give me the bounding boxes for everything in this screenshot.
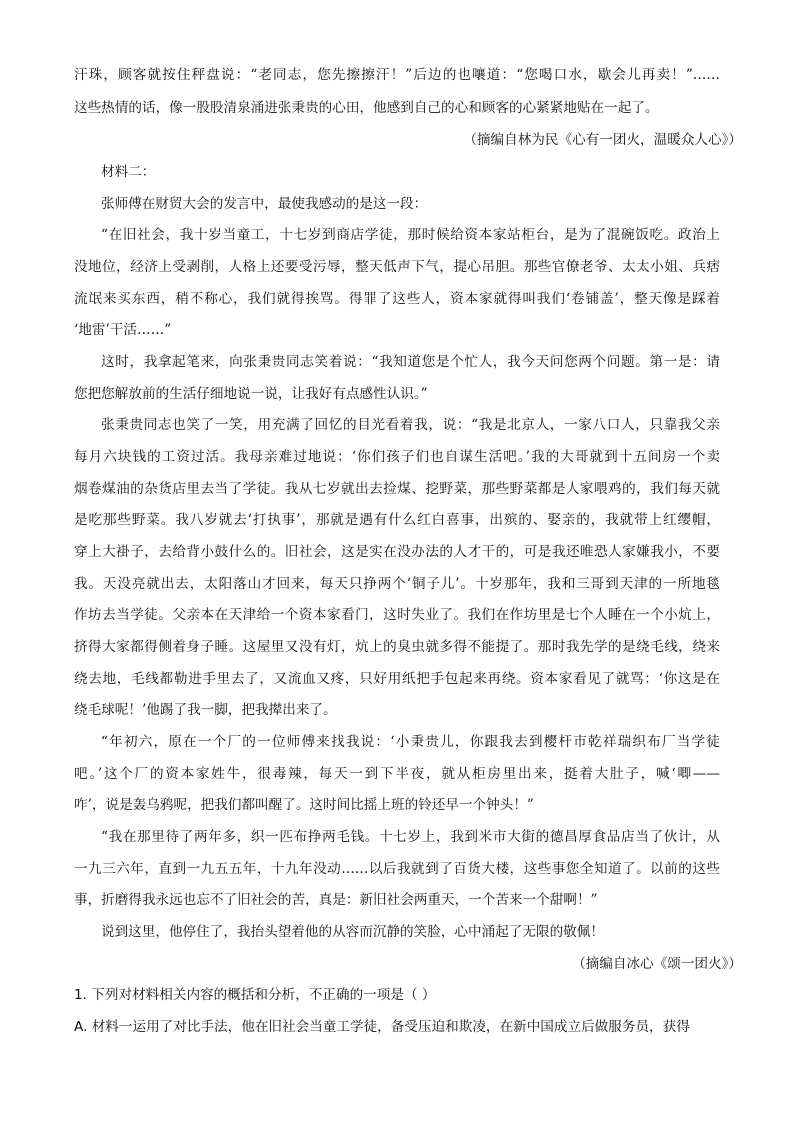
passage-line-12: 烟卷煤油的杂货店里去当了学徒。我从七岁就出去捡煤、挖野菜，那些野菜都是人家喂鸡的，我们每天就 <box>74 481 720 497</box>
question-1-stem: 1. 下列对材料相关内容的概括和分析，不正确的一项是（ ） <box>74 987 436 1003</box>
passage-line-13: 是吃那些野菜。我八岁就去‘打执事’，那就是遇有什么红白喜事，出殡的、娶亲的，我就带上红缨帽， <box>74 512 720 528</box>
passage-line-18: 绕去地，毛线都勒进手里去了，又流血又疼，只好用纸把手包起来再绕。资本家看见了就骂：‘你这是在 <box>74 671 720 687</box>
passage-line-4: “在旧社会，我十岁当童工，十七岁到商店学徒，那时候给资本家站柜台，是为了混碗饭吃。政治上 <box>101 227 720 243</box>
passage-line-16: 作坊去当学徒。父亲本在天津给一个资本家看门，这时失业了。我们在作坊里是七个人睡在一个小炕上， <box>74 607 720 623</box>
passage-line-21: 吧。’这个厂的资本家姓牛，很毒辣，每天一到下半夜，就从柜房里出来，挺着大肚子，喊‘唧—— <box>74 766 720 782</box>
source-citation-2: （摘编自冰心《颂一团火》） <box>572 956 742 972</box>
passage-line-3: 张师傅在财贸大会的发言中，最使我感动的是这一段： <box>101 196 428 212</box>
passage-line-8: 这时，我拿起笔来，向张秉贵同志笑着说：“我知道您是个忙人，我今天问您两个问题。第一是：请 <box>101 354 720 370</box>
passage-line-1: 汗珠，顾客就按住秤盘说：“老同志，您先擦擦汗！”后边的也嚷道：“您喝口水，歇会儿再卖！”…… <box>74 67 720 83</box>
passage-line-15: 我。天没亮就出去，太阳落山才回来，每天只挣两个‘铜子儿’。十岁那年，我和三哥到天津的一所地毯 <box>74 576 720 592</box>
passage-line-24: 一九三六年，直到一九五五年，十九年没动……以后我就到了百货大楼，这些事您全知道了。以前的这些 <box>74 861 720 877</box>
passage-line-10: 张秉贵同志也笑了一笑，用充满了回忆的目光看着我，说：“我是北京人，一家八口人，只靠我父亲 <box>101 417 720 433</box>
passage-line-22: 咋’，说是轰乌鸦呢，把我们都叫醒了。这时间比摇上班的铃还早一个钟头！” <box>74 797 534 813</box>
passage-line-17: 挤得大家都得侧着身子睡。这屋里又没有灯，炕上的臭虫就多得不能提了。那时我先学的是绕毛线，绕来 <box>74 639 720 655</box>
passage-line-19: 绕毛球呢！’他踢了我一脚，把我撵出来了。 <box>74 702 337 718</box>
passage-line-23: “我在那里待了两年多，织一匹布挣两毛钱。十七岁上，我到米市大街的德昌厚食品店当了伙计，从 <box>101 829 720 845</box>
source-citation-1: （摘编自林为民《心有一团火，温暖众人心》） <box>463 132 742 148</box>
material-2-heading: 材料二： <box>101 164 156 180</box>
passage-line-6: 流氓来买东西，稍不称心，我们就得挨骂。得罪了这些人，资本家就得叫我们‘卷铺盖’，整天像是踩着 <box>74 291 720 307</box>
passage-line-5: 没地位，经济上受剥削，人格上还要受污辱，整天低声下气，提心吊胆。那些官僚老爷、太太小姐、兵痞 <box>74 259 720 275</box>
question-1-option-a[interactable]: A. 材料一运用了对比手法，他在旧社会当童工学徒，备受压迫和欺凌，在新中国成立后做服务员，获得 <box>74 1019 690 1035</box>
passage-line-2: 这些热情的话，像一股股清泉涌进张秉贵的心田，他感到自己的心和顾客的心紧紧地贴在一起了。 <box>74 100 659 116</box>
passage-line-20: “年初六，原在一个厂的一位师傅来找我说：‘小秉贵儿，你跟我去到樱杆市乾祥瑞织布厂当学徒 <box>101 734 720 750</box>
passage-line-11: 每月六块钱的工资过活。我母亲难过地说：‘你们孩子们也自谋生活吧。’我的大哥就到十五间房一个卖 <box>74 449 720 465</box>
passage-line-14: 穿上大褂子，去给背小鼓什么的。旧社会，这是实在没办法的人才干的，可是我还唯恐人家嫌我小，不要 <box>74 544 720 560</box>
passage-line-25: 事，折磨得我永远也忘不了旧社会的苦，真是：新旧社会两重天，一个苦来一个甜啊！” <box>74 892 598 908</box>
passage-line-7: ‘地雷’干活……” <box>74 322 172 338</box>
passage-line-9: 您把您解放前的生活仔细地说一说，让我好有点感性认识。” <box>74 386 428 402</box>
passage-line-26: 说到这里，他停住了，我抬头望着他的从容而沉静的笑脸，心中涌起了无限的敬佩！ <box>101 924 604 940</box>
